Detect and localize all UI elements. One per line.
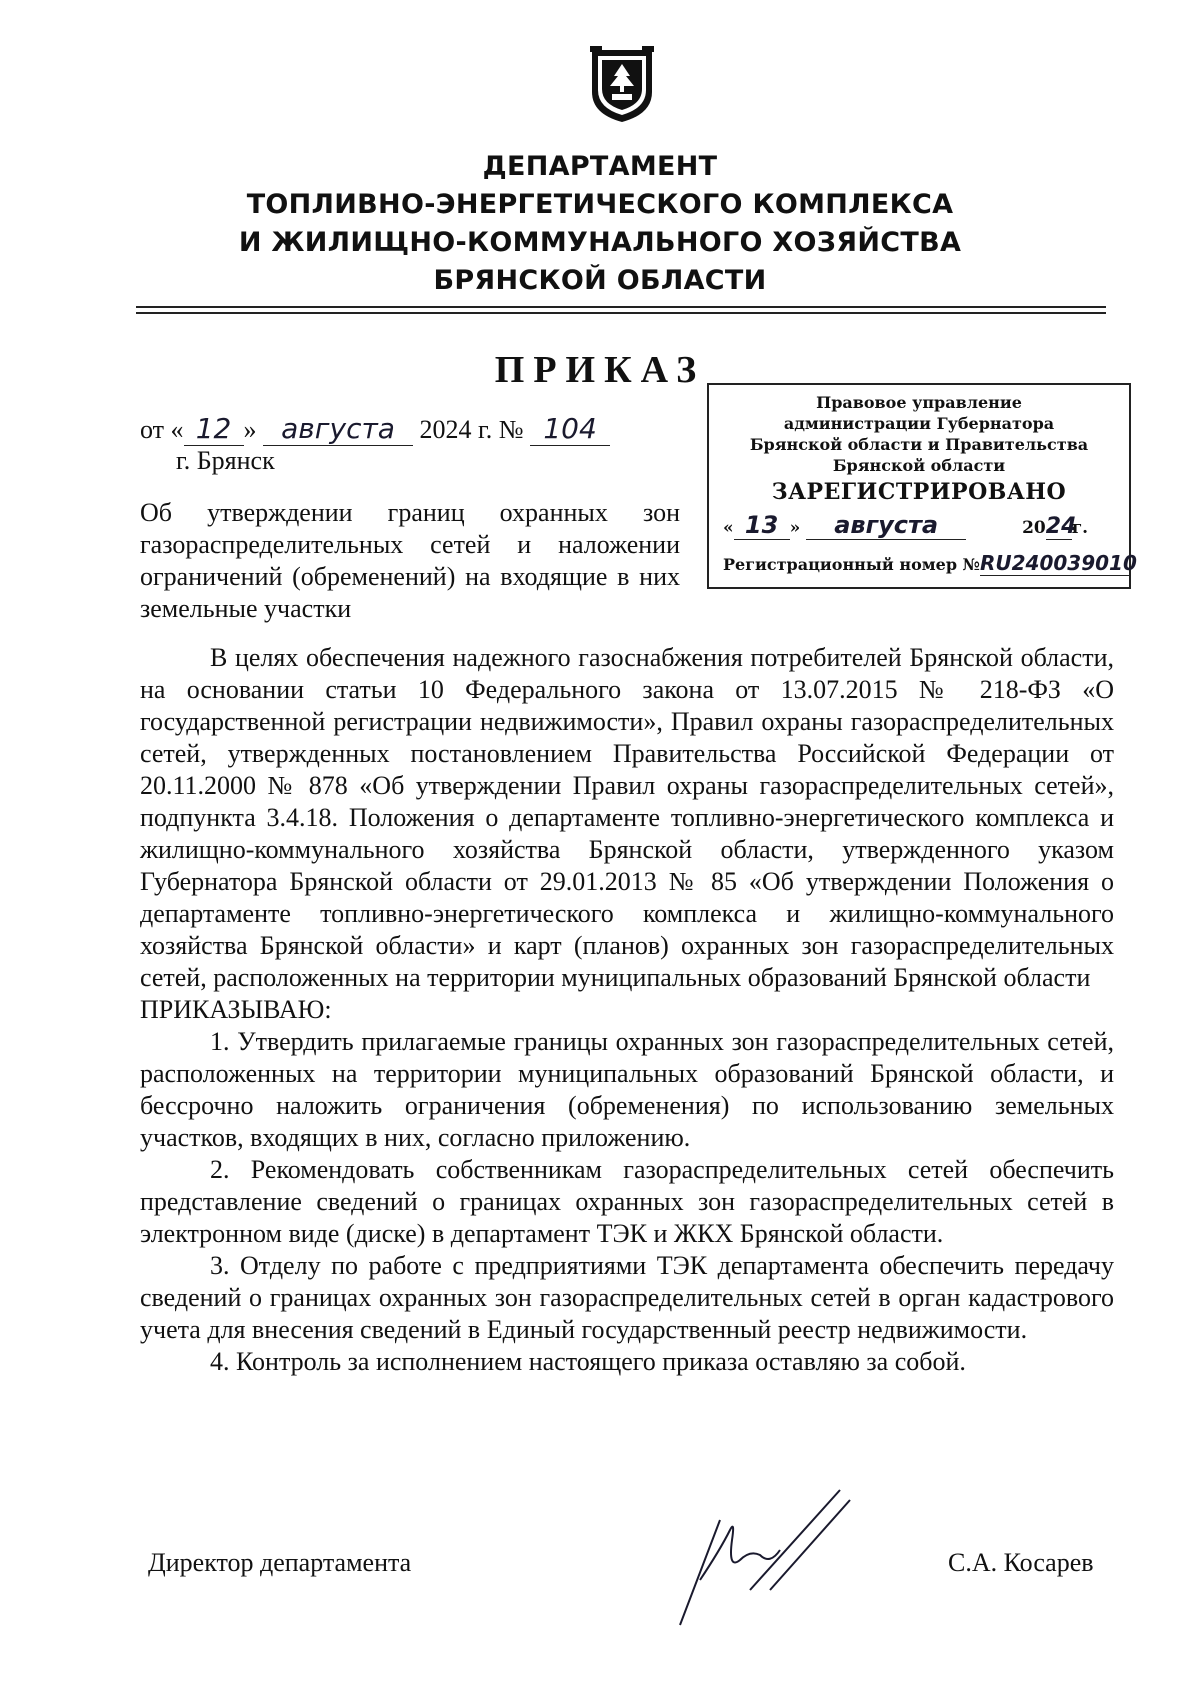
date-number-line bbox=[140, 412, 610, 446]
order-number: 104 bbox=[530, 412, 610, 446]
department-header bbox=[0, 148, 1200, 300]
date-mid: » bbox=[243, 415, 257, 444]
stamp-day: 13 bbox=[734, 511, 790, 540]
signatory-position: Директор департамента bbox=[148, 1548, 412, 1577]
header-divider-top bbox=[136, 306, 1106, 308]
date-day: 12 bbox=[184, 412, 244, 446]
date-prefix: от « bbox=[140, 415, 184, 444]
order-item-3: 3. Отделу по работе с предприятиями ТЭК департамента обеспечить передачу сведений о границах охранных зон газораспределительных сетей в орган кадастрового учета для внесения сведений в Единый государственный реестр недвижимости. bbox=[140, 1251, 1114, 1344]
stamp-year-suffix: 24 bbox=[1045, 514, 1077, 539]
order-item-2: 2. Рекомендовать собственникам газораспределительных сетей обеспечить представление сведений о границах охранных зон газораспределительных сетей в электронном виде (диске) в департамент ТЭК и ЖКХ Брянской области. bbox=[140, 1155, 1114, 1248]
signatory-name: С.А. Косарев bbox=[948, 1548, 1094, 1577]
stamp-date-row: « 13 » августа 2024г. bbox=[723, 511, 1089, 539]
city: г. Брянск bbox=[176, 446, 275, 475]
stamp-reg-number: RU240039010 bbox=[979, 551, 1137, 575]
stamp-reg-label: Регистрационный номер № bbox=[723, 555, 980, 574]
handwritten-signature bbox=[660, 1480, 860, 1630]
stamp-line-1: Правовое управление bbox=[816, 393, 1022, 412]
order-word: ПРИКАЗЫВАЮ: bbox=[140, 995, 332, 1024]
stamp-year-end: г. bbox=[1071, 518, 1089, 538]
preamble-paragraph: В целях обеспечения надежного газоснабжения потребителей Брянской области, на основании статьи 10 Федерального закона от 13.07.2015 № 218-ФЗ «О государственной регистрации недвижимости», Правил охраны газораспределительных сетей, утвержденных постановлением Правительства Российской Федерации от 20.11.2000 № 878 «Об утверждении Правил охраны газораспределительных сетей», подпункта 3.4.18. Положения о департаменте топливно-энергетического комплекса и жилищно-коммунального хозяйства Брянской области, утвержденного указом Губернатора Брянской области от 29.01.2013 № 85 «Об утверждении Положения о департаменте топливно-энергетического комплекса и жилищно-коммунального хозяйства Брянской области» и карт (планов) охранных зон газораспределительных сетей, расположенных на территории муниципальных образований Брянской области bbox=[140, 643, 1114, 992]
document-type-title: ПРИКАЗ bbox=[494, 349, 706, 391]
order-item-4: 4. Контроль за исполнением настоящего приказа оставляю за собой. bbox=[210, 1347, 966, 1376]
header-line-1: ДЕПАРТАМЕНТ bbox=[482, 151, 718, 182]
header-line-4: БРЯНСКОЙ ОБЛАСТИ bbox=[433, 265, 767, 296]
number-label: № bbox=[498, 415, 524, 444]
header-line-2: ТОПЛИВНО-ЭНЕРГЕТИЧЕСКОГО КОМПЛЕКСА bbox=[246, 189, 954, 220]
stamp-reg-row bbox=[723, 551, 1137, 576]
registration-stamp bbox=[707, 383, 1137, 589]
stamp-line-4: Брянской области bbox=[832, 456, 1006, 475]
coat-of-arms-emblem bbox=[588, 44, 656, 124]
order-subject: Об утверждении границ охранных зон газораспределительных сетей и наложении ограничений (обременений) на входящие в них земельные участки bbox=[140, 498, 680, 623]
stamp-line-2: администрации Губернатора bbox=[783, 414, 1055, 433]
header-line-3: И ЖИЛИЩНО-КОММУНАЛЬНОГО ХОЗЯЙСТВА bbox=[238, 227, 962, 258]
stamp-status: ЗАРЕГИСТРИРОВАНО bbox=[771, 479, 1067, 505]
header-divider-bottom bbox=[136, 312, 1106, 314]
order-item-1: 1. Утвердить прилагаемые границы охранных зон газораспределительных сетей, расположенных на территории муниципальных образований Брянской области, и бессрочно наложить ограничения (обременения) по использованию земельных участков, входящих в них, согласно приложению. bbox=[140, 1027, 1114, 1152]
order-body bbox=[140, 642, 1114, 1378]
date-year: 2024 г. bbox=[419, 415, 493, 444]
stamp-year-prefix: 20 bbox=[1022, 518, 1046, 538]
stamp-month: августа bbox=[806, 511, 966, 540]
date-month: августа bbox=[263, 412, 413, 446]
stamp-line-3: Брянской области и Правительства bbox=[749, 435, 1089, 454]
